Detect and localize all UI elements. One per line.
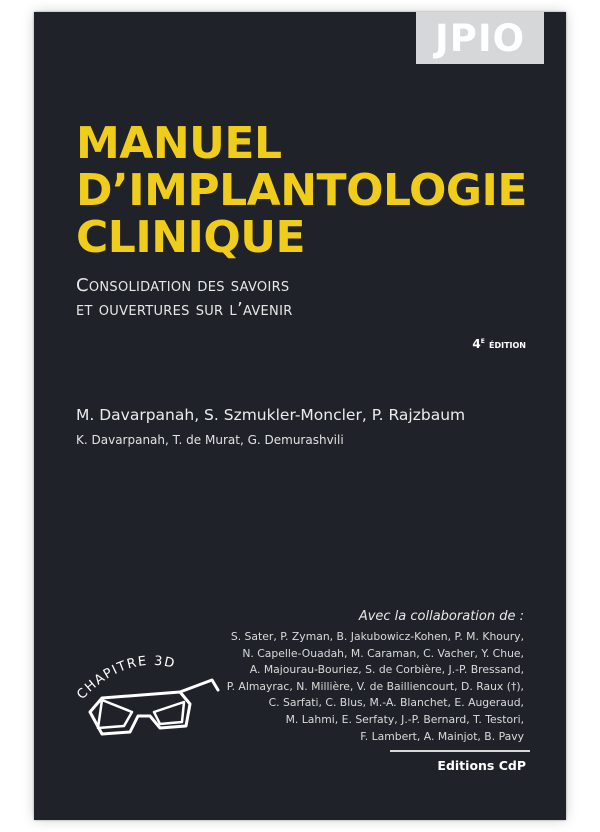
title-line-3: CLINIQUE [76, 212, 306, 263]
collaborators-line: C. Sarfati, C. Blus, M.-A. Blanchet, E. Augeraud, [268, 696, 524, 710]
publisher-name: Editions CdP [437, 758, 526, 773]
book-cover [34, 12, 566, 820]
series-badge-label: JPIO [434, 16, 526, 60]
edition-word: édition [488, 337, 526, 351]
main-authors: M. Davarpanah, S. Szmukler-Moncler, P. Rajzbaum [76, 406, 466, 424]
chapter-3d-badge [72, 642, 222, 752]
collaborators-line: S. Sater, P. Zyman, B. Jakubowicz-Kohen, P. M. Khoury, [230, 630, 524, 643]
collaborators-line: M. Lahmi, E. Serfaty, J.-P. Bernard, T. Testori, [285, 712, 524, 726]
edition-suffix: e [480, 336, 485, 345]
collaboration-heading: Avec la collaboration de : [358, 609, 524, 624]
subtitle-line-1: Consolidation des savoirs [76, 275, 290, 296]
edition-number: 4 [472, 337, 481, 351]
collaborators-line: N. Capelle-Ouadah, M. Caraman, C. Vacher, Y. Chue, [242, 646, 524, 660]
series-badge [416, 12, 544, 64]
edition-label [472, 336, 526, 351]
collaborators-line: F. Lambert, A. Mainjot, B. Pavy [360, 729, 524, 743]
subtitle-line-2: et ouvertures sur l’avenir [76, 299, 293, 320]
secondary-authors: K. Davarpanah, T. de Murat, G. Demurashvili [76, 433, 344, 447]
collaborators-list [194, 629, 524, 745]
book-title [76, 120, 527, 261]
publisher-divider [390, 750, 530, 752]
collaborators-line: A. Majourau-Bouriez, S. de Corbière, J.-P. Bressand, [249, 663, 524, 677]
title-line-2: D’IMPLANTOLOGIE [76, 165, 527, 216]
chapter-3d-label: CHAPITRE 3D [74, 653, 178, 703]
book-subtitle [76, 274, 293, 322]
collaborators-line: P. Almayrac, N. Millière, V. de Bailliencourt, D. Raux (†), [226, 679, 524, 693]
title-line-1: MANUEL [76, 118, 282, 169]
3d-glasses-icon [72, 642, 222, 752]
